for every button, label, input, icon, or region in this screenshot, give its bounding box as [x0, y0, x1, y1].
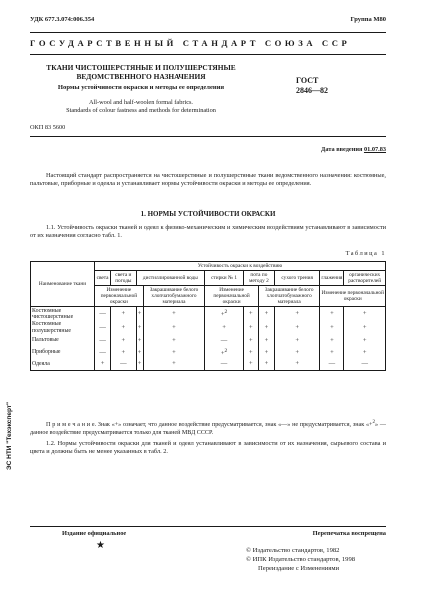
table-row [31, 359, 386, 371]
table-cell: + [344, 335, 386, 347]
title-bottom-rule [30, 136, 386, 137]
title-line-2: ВЕДОМСТВЕННОГО НАЗНАЧЕНИЯ [76, 72, 206, 81]
table-cell: + [243, 335, 258, 347]
table-cell: + [274, 307, 320, 321]
table-cell: + [344, 347, 386, 359]
table-cell: — [95, 321, 111, 335]
table-cell: — [205, 359, 244, 371]
table-note [30, 418, 386, 437]
table-row [31, 347, 386, 359]
table-cell: + [274, 321, 320, 335]
copyright-3: Переиздание с Изменениями [258, 565, 340, 572]
table-cell: + [320, 335, 344, 347]
note-text-2: » — данное воздействие предусматривается только для тканей МВД СССР. [30, 422, 386, 437]
table-cell: + [111, 335, 136, 347]
table-cell: + [111, 347, 136, 359]
row-name: Костюмные чистошерстяные [31, 307, 95, 321]
table-cell: + [274, 335, 320, 347]
table-cell: + [344, 307, 386, 321]
table-cell: + [243, 347, 258, 359]
table-cell: — [95, 307, 111, 321]
note-superscript: 2 [372, 419, 376, 425]
table-cell: + [320, 347, 344, 359]
table-cell: + [205, 321, 244, 335]
col-header-ironing: глажения [320, 271, 344, 286]
copyright-1: © Издательство стандартов, 1982 [246, 547, 340, 554]
gost-designation [296, 76, 328, 96]
table-cell-with-sup [205, 347, 244, 359]
note-text-1: П р и м е ч а н и е. Знак «+» означает, что данное воздействие предусматривается, знак «—» не предусматривается, знак «+ [46, 422, 373, 429]
cell-value: + [220, 311, 225, 319]
table-cell: + [143, 307, 204, 321]
table-cell: + [258, 307, 274, 321]
gost-label: ГОСТ [296, 76, 319, 85]
table-1 [30, 261, 386, 371]
table-cell: — [95, 347, 111, 359]
english-title-line-1: All-wool and half-woolen formal fabrics. [88, 99, 194, 106]
table-cell: + [258, 335, 274, 347]
header-bottom-rule [30, 54, 386, 55]
table-cell-with-sup [205, 307, 244, 321]
col-group-header: Устойчивость окраски к воздействию [95, 262, 386, 271]
cell-superscript: 2 [224, 309, 228, 316]
table-cell: + [243, 321, 258, 335]
row-name: Костюмные полушерстяные [31, 321, 95, 335]
row-name: Приборные [31, 347, 95, 359]
star-icon: ★ [96, 540, 105, 551]
table-cell: + [320, 321, 344, 335]
standard-title: ГОСУДАРСТВЕННЫЙ СТАНДАРТ СОЮЗА ССР [30, 38, 351, 48]
okp-code: ОКП 83 5600 [30, 124, 66, 131]
cell-superscript: 2 [224, 348, 228, 355]
table-cell: + [258, 359, 274, 371]
col-header-dry-friction: сухого трения [274, 271, 320, 286]
subheader-change-primary-3: Изменение первоначальной окраски [320, 286, 386, 307]
date-label: Дата введения [321, 146, 363, 153]
table-cell: + [136, 321, 143, 335]
intro-paragraph: Настоящий стандарт распространяется на чистошерстяные и полушерстяные ткани ведомственного назначения: костюмные, пальтовые, приборные и одеяла и устанавливает нормы устойчивости окраски и методы ее определения. [30, 172, 386, 188]
document-title [36, 63, 246, 81]
table-cell: + [143, 347, 204, 359]
group-code: Группа М80 [350, 16, 386, 23]
col-header-sweat: пота по методу 2 [243, 271, 274, 286]
reprint-prohibited: Перепечатка воспрещена [312, 530, 386, 537]
table-row [31, 321, 386, 335]
table-cell: — [205, 335, 244, 347]
table-cell: — [344, 359, 386, 371]
date-value: 01.07.83 [363, 146, 386, 153]
subheader-change-primary: Изменение первоначальной окраски [95, 286, 144, 307]
table-cell: — [111, 359, 136, 371]
side-stamp: ЭС НТИ "Техэксперт" [6, 401, 13, 470]
table-cell: + [274, 359, 320, 371]
table-cell: + [243, 307, 258, 321]
table-cell: + [136, 335, 143, 347]
paragraph-1-1: 1.1. Устойчивость окраски тканей и одеял к физико-механическим и химическим воздействиям устанавливают в зависимости от их назначения согласно табл. 1. [30, 224, 386, 240]
gost-number: 2846—82 [296, 86, 328, 95]
introduction-date [321, 146, 386, 153]
table-1-label: Таблица 1 [345, 250, 386, 257]
table-cell: + [243, 359, 258, 371]
table-cell: + [274, 347, 320, 359]
table-cell: + [111, 321, 136, 335]
col-header-light: света [95, 271, 111, 286]
table-cell: + [344, 321, 386, 335]
col-header-distilled-water: дистиллированной воды [136, 271, 205, 286]
table-cell: + [143, 321, 204, 335]
table-cell: + [136, 307, 143, 321]
table-cell: + [111, 307, 136, 321]
table-cell: + [320, 307, 344, 321]
table-row [31, 335, 386, 347]
subheader-staining-white-2: Закрашивание белого хлопчатобумажного материала [258, 286, 319, 307]
table-cell: — [320, 359, 344, 371]
document-subtitle: Нормы устойчивости окраски и методы ее определения [57, 84, 225, 91]
english-title-line-2: Standards of colour fastness and methods for determination [66, 107, 216, 114]
header-top-rule [30, 32, 386, 33]
copyright-2: © ИПК Издательство стандартов, 1998 [246, 556, 356, 563]
table-row [31, 307, 386, 321]
table-cell: + [258, 347, 274, 359]
subheader-change-primary-2: Изменение первоначальной окраски [205, 286, 259, 307]
row-name: Пальтовые [31, 335, 95, 347]
udk-code: УДК 677.3.074:006.354 [30, 16, 95, 23]
col-header-light-weather: света и погоды [111, 271, 136, 286]
title-line-1: ТКАНИ ЧИСТОШЕРСТЯНЫЕ И ПОЛУШЕРСТЯНЫЕ [46, 63, 236, 72]
col-header-washing: стирки № 1 [205, 271, 244, 286]
table-cell: + [143, 335, 204, 347]
table-cell: + [95, 359, 111, 371]
table-cell: + [143, 359, 204, 371]
subheader-staining-white: Закрашивание белого хлопчатобумажного материала [143, 286, 204, 307]
col-header-name: Наименование ткани [31, 262, 95, 307]
table-cell: — [95, 335, 111, 347]
row-name: Одеяла [31, 359, 95, 371]
official-edition: Издание официальное [62, 530, 127, 537]
col-header-organic-solvents: органических растворителей [344, 271, 386, 286]
cell-value: + [220, 350, 225, 358]
section-1-title: 1. НОРМЫ УСТОЙЧИВОСТИ ОКРАСКИ [140, 210, 276, 218]
paragraph-1-2: 1.2. Нормы устойчивости окраски для тканей и одеял устанавливают в зависимости от их назначения, сырьевого состава и цвета и должны быть не менее указанных в табл. 2. [30, 440, 386, 456]
table-cell: + [258, 321, 274, 335]
english-title [36, 99, 246, 115]
footer-rule [30, 526, 386, 527]
table-cell: + [136, 359, 143, 371]
table-cell: + [136, 347, 143, 359]
